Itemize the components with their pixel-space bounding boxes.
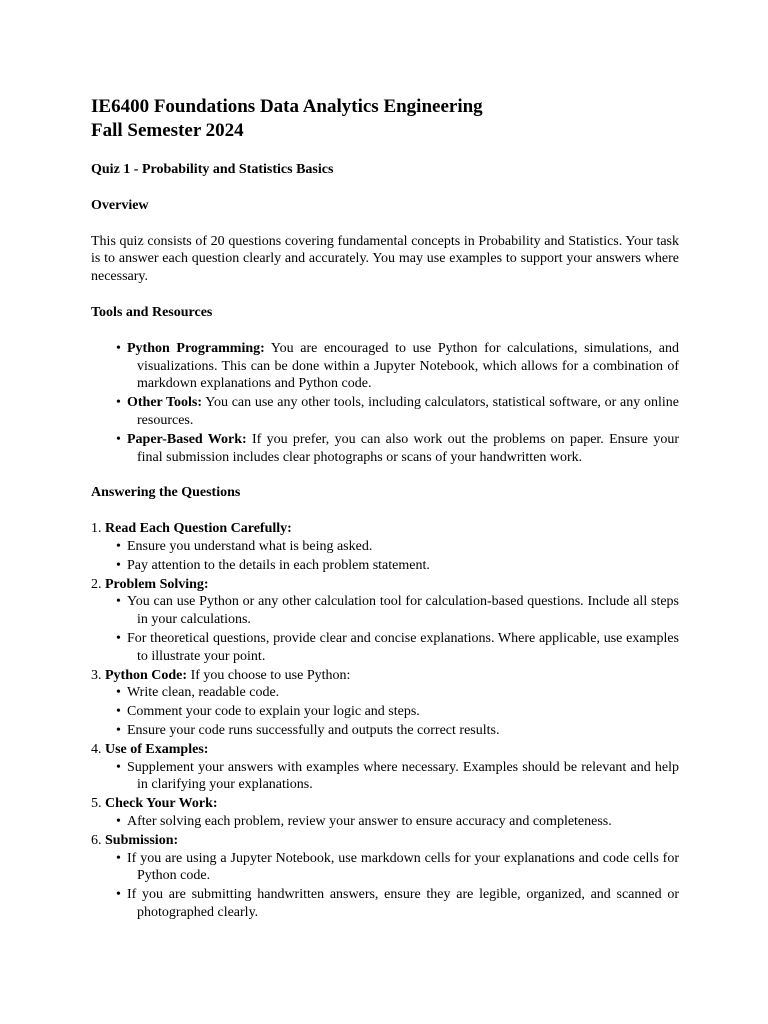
document-title	[91, 95, 679, 143]
step-bullets	[91, 813, 679, 831]
step-bullet	[91, 813, 679, 831]
bullet-icon: •	[116, 887, 121, 903]
step-heading	[91, 832, 679, 850]
step-heading	[91, 667, 679, 685]
step-4	[91, 741, 679, 794]
step-label: Submission:	[105, 832, 179, 848]
step-label: Python Code:	[105, 667, 188, 683]
step-bullets	[91, 684, 679, 739]
overview-paragraph: This quiz consists of 20 questions covering fundamental concepts in Probability and Statistics. Your task is to answer each question clearly and accurately. You may use examples to support your answers where necessary.	[91, 233, 679, 285]
bullet-icon: •	[116, 557, 121, 573]
bullet-icon: •	[116, 813, 121, 829]
bullet-icon: •	[116, 685, 121, 701]
semester-title: Fall Semester 2024	[91, 120, 244, 141]
step-bullet	[91, 722, 679, 740]
step-bullets	[91, 850, 679, 922]
bullet-icon: •	[116, 850, 121, 866]
overview-heading: Overview	[91, 197, 149, 213]
step-bullets	[91, 759, 679, 795]
tools-item-python	[91, 340, 679, 393]
step-2	[91, 576, 679, 666]
bullet-icon: •	[116, 722, 121, 738]
step-number: 2.	[91, 576, 102, 592]
step-bullets	[91, 538, 679, 575]
step-heading	[91, 576, 679, 594]
bullet-icon: •	[116, 340, 121, 356]
step-number: 3.	[91, 667, 102, 683]
step-bullet-text: You can use Python or any other calculation tool for calculation-based questions. Include all steps in your calculations.	[127, 594, 679, 628]
tools-item-text: If you prefer, you can also work out the problems on paper. Ensure your final submission includes clear photographs or scans of your handwritten work.	[137, 431, 679, 465]
bullet-icon: •	[116, 759, 121, 775]
step-bullet	[91, 557, 679, 575]
bullet-icon: •	[116, 538, 121, 554]
step-number: 1.	[91, 521, 102, 537]
step-label: Problem Solving:	[105, 576, 209, 592]
step-6	[91, 832, 679, 922]
step-3	[91, 667, 679, 740]
tools-item-text: You are encouraged to use Python for calculations, simulations, and visualizations. This can be done within a Jupyter Notebook, which allows for a combination of markdown explanations and Python code.	[137, 340, 679, 392]
step-bullet	[91, 703, 679, 721]
step-bullet	[91, 850, 679, 886]
step-bullet	[91, 684, 679, 702]
step-suffix: If you choose to use Python:	[187, 667, 351, 683]
step-bullet	[91, 593, 679, 629]
tools-item-other	[91, 394, 679, 430]
tools-item-paper	[91, 431, 679, 467]
step-1	[91, 520, 679, 574]
step-label: Use of Examples:	[105, 741, 209, 757]
step-bullet-text: Write clean, readable code.	[127, 685, 280, 701]
step-bullet-text: Ensure you understand what is being asked.	[127, 538, 373, 554]
bullet-icon: •	[116, 431, 121, 447]
step-bullet-text: Pay attention to the details in each problem statement.	[127, 557, 430, 573]
step-bullet	[91, 538, 679, 556]
tools-item-label: Python Programming:	[127, 340, 265, 356]
document-page	[91, 95, 679, 923]
step-bullet-text: Comment your code to explain your logic and steps.	[127, 704, 420, 720]
bullet-icon: •	[116, 630, 121, 646]
step-number: 4.	[91, 741, 102, 757]
step-label: Read Each Question Carefully:	[105, 521, 292, 537]
tools-heading: Tools and Resources	[91, 304, 213, 320]
course-title: IE6400 Foundations Data Analytics Engineering	[91, 96, 483, 117]
bullet-icon: •	[116, 594, 121, 610]
tools-list	[91, 340, 679, 467]
step-bullet-text: For theoretical questions, provide clear and concise explanations. Where applicable, use examples to illustrate your point.	[127, 630, 679, 664]
step-heading	[91, 741, 679, 759]
step-bullet-text: If you are using a Jupyter Notebook, use markdown cells for your explanations and code cells for Python code.	[127, 850, 679, 884]
tools-item-label: Paper-Based Work:	[127, 431, 247, 447]
step-bullet	[91, 759, 679, 795]
step-bullets	[91, 593, 679, 665]
quiz-title: Quiz 1 - Probability and Statistics Basics	[91, 162, 334, 177]
bullet-icon: •	[116, 704, 121, 720]
step-bullet-text: Ensure your code runs successfully and outputs the correct results.	[127, 722, 500, 738]
step-bullet-text: After solving each problem, review your answer to ensure accuracy and completeness.	[127, 813, 612, 829]
bullet-icon: •	[116, 395, 121, 411]
step-bullet	[91, 886, 679, 922]
answering-heading: Answering the Questions	[91, 485, 241, 501]
tools-item-label: Other Tools:	[127, 395, 203, 411]
step-5	[91, 795, 679, 831]
answering-steps-list	[91, 520, 679, 922]
tools-item-text: You can use any other tools, including calculators, statistical software, or any online resources.	[137, 395, 679, 428]
step-bullet-text: Supplement your answers with examples where necessary. Examples should be relevant and help in clarifying your explanations.	[127, 759, 679, 793]
step-number: 5.	[91, 796, 102, 812]
step-bullet-text: If you are submitting handwritten answers, ensure they are legible, organized, and scanned or photographed clearly.	[127, 887, 679, 920]
step-heading	[91, 520, 679, 538]
step-bullet	[91, 630, 679, 666]
step-number: 6.	[91, 832, 102, 848]
step-heading	[91, 795, 679, 813]
step-label: Check Your Work:	[105, 796, 218, 812]
